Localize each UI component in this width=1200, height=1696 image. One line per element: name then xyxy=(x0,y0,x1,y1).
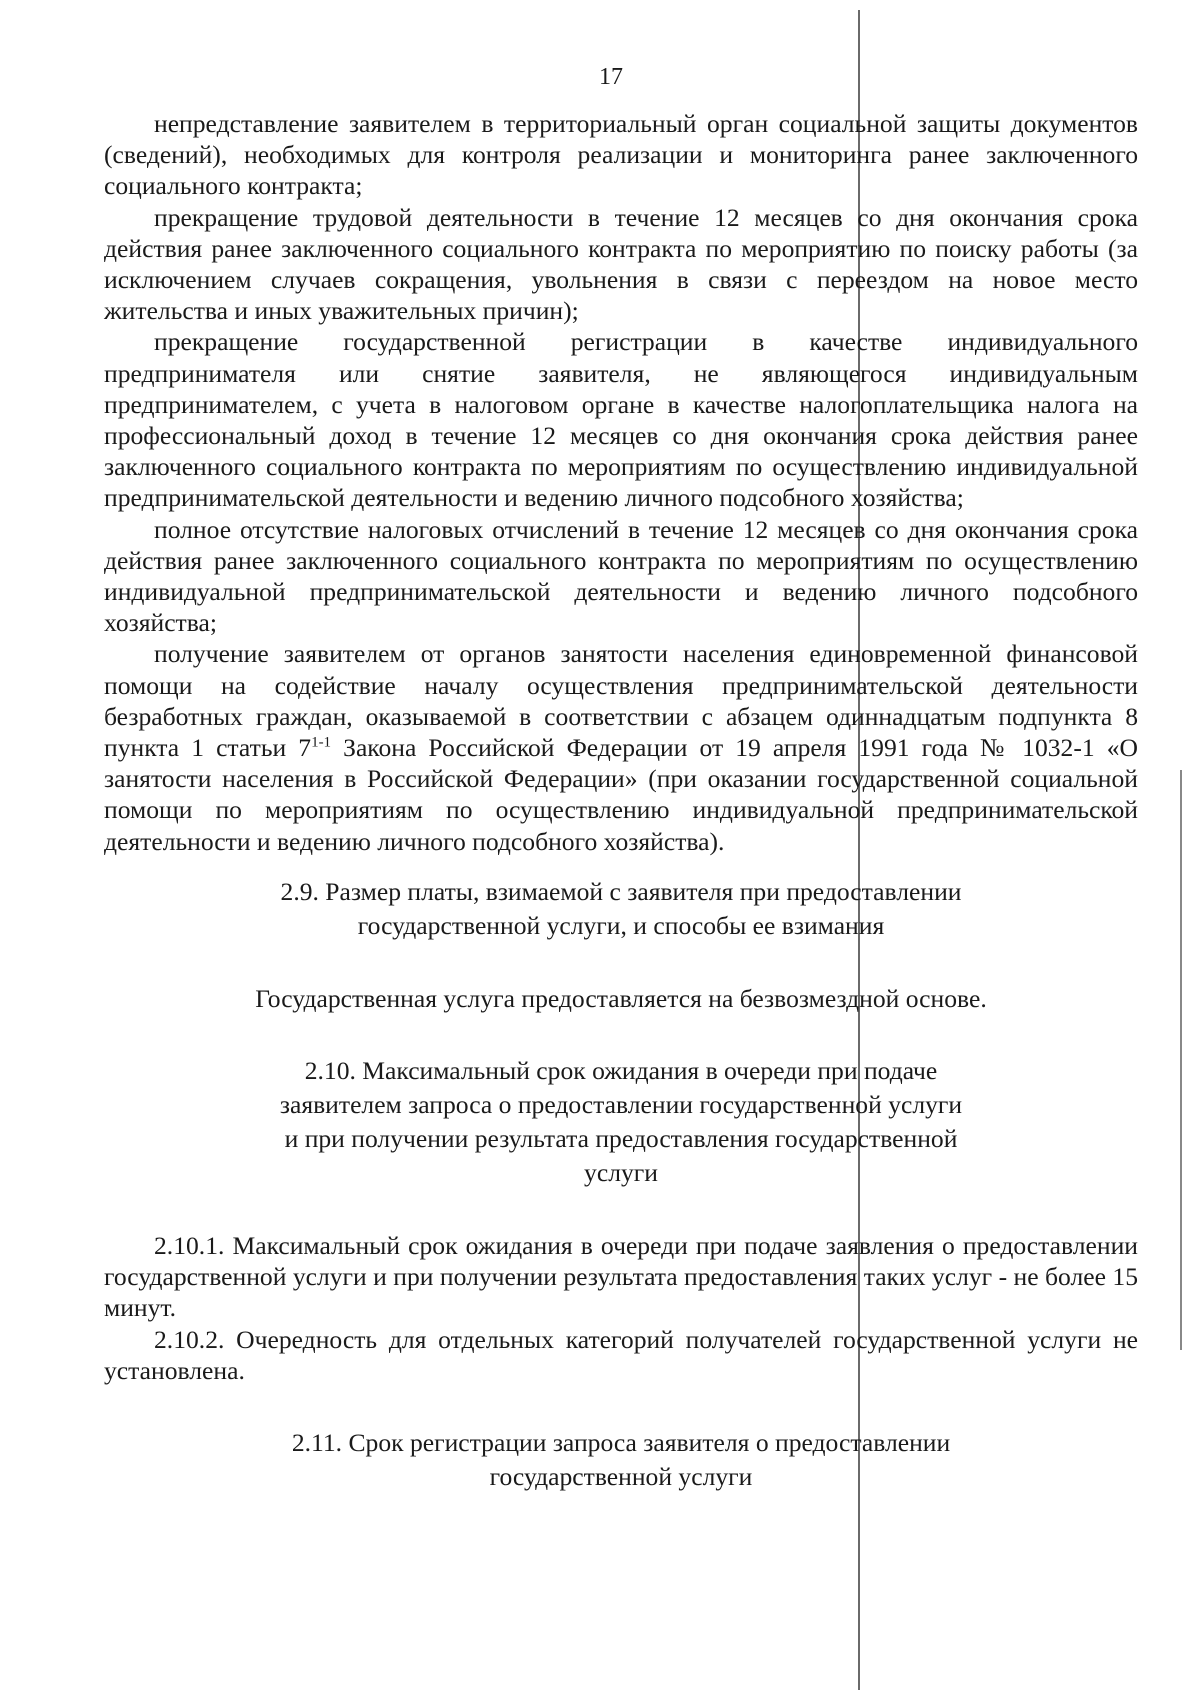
section-heading-2-10-line3: и при получении результата предоставления государственной xyxy=(284,1124,958,1154)
section-heading-2-10-line2: заявителем запроса о предоставлении государственной услуги xyxy=(279,1090,963,1120)
paragraph: прекращение государственной регистрации в качестве индивидуального предпринимателя или снятие заявителя, не являющегося индивидуальным предпринимателем, с учета в налоговом органе в качестве налогоплательщика налога на профессиональный доход в течение 12 месяцев со дня окончания срока действия ранее заключенного социального контракта по мероприятиям по осуществлению индивидуальной предпринимательской деятельности и ведению личного подсобного хозяйства; xyxy=(104,327,1138,513)
paragraph: полное отсутствие налоговых отчислений в течение 12 месяцев со дня окончания срока действия ранее заключенного социального контракта по мероприятиям по осуществлению индивидуальной предпринимательской деятельности и ведению личного подсобного хозяйства; xyxy=(104,514,1138,638)
superscript: 1-1 xyxy=(311,734,332,751)
paragraph-text: Закона Российской Федерации от 19 апреля 1991 года № 1032-1 «О занятости населения в Российской Федерации» (при оказании государственной социальной помощи по мероприятиям по осуществлению индивидуальной предпринимательской деятельности и ведению личного подсобного хозяйства). xyxy=(104,733,1139,856)
paragraph: непредставление заявителем в территориальный орган социальной защиты документов (сведений), необходимых для контроля реализации и мониторинга ранее заключенного социального контракта; xyxy=(104,109,1138,201)
paragraph-employment-aid xyxy=(104,638,1138,856)
section-heading-2-9-line2: государственной услуги, и способы ее взимания xyxy=(357,910,885,940)
paragraph-2-10-1: 2.10.1. Максимальный срок ожидания в очереди при подаче заявления о предоставлении государственной услуги и при получении результата предоставления таких услуг - не более 15 минут. xyxy=(104,1231,1138,1323)
section-heading-2-11-line2: государственной услуги xyxy=(489,1462,753,1492)
section-heading-2-11-line1: 2.11. Срок регистрации запроса заявителя о предоставлении xyxy=(291,1428,951,1458)
section-heading-2-10-line4: услуги xyxy=(584,1158,658,1188)
document-body xyxy=(104,108,1138,1494)
paragraph-text: получение заявителем от органов занятости населения единовременной финансовой помощи на содействие началу осуществления предпринимательской деятельности безработных граждан, оказываемой в соответствии с абзацем одиннадцатым подпункта 8 пункта 1 статьи 7 xyxy=(104,639,1138,763)
page-number: 17 xyxy=(599,64,623,90)
paragraph-2-10-2: 2.10.2. Очередность для отдельных категорий получателей государственной услуги не установлена. xyxy=(104,1324,1138,1385)
section-2-9-body: Государственная услуга предоставляется на безвозмездной основе. xyxy=(255,983,987,1013)
paragraph: прекращение трудовой деятельности в течение 12 месяцев со дня окончания срока действия ранее заключенного социального контракта по мероприятию по поиску работы (за исключением случаев сокращения, увольнения в связи с переездом на новое место жительства и иных уважительных причин); xyxy=(104,202,1138,326)
scan-edge-line xyxy=(1180,770,1182,1350)
section-heading-2-10-line1: 2.10. Максимальный срок ожидания в очереди при подаче xyxy=(304,1056,938,1086)
section-heading-2-9-line1: 2.9. Размер платы, взимаемой с заявителя при предоставлении xyxy=(280,876,962,906)
